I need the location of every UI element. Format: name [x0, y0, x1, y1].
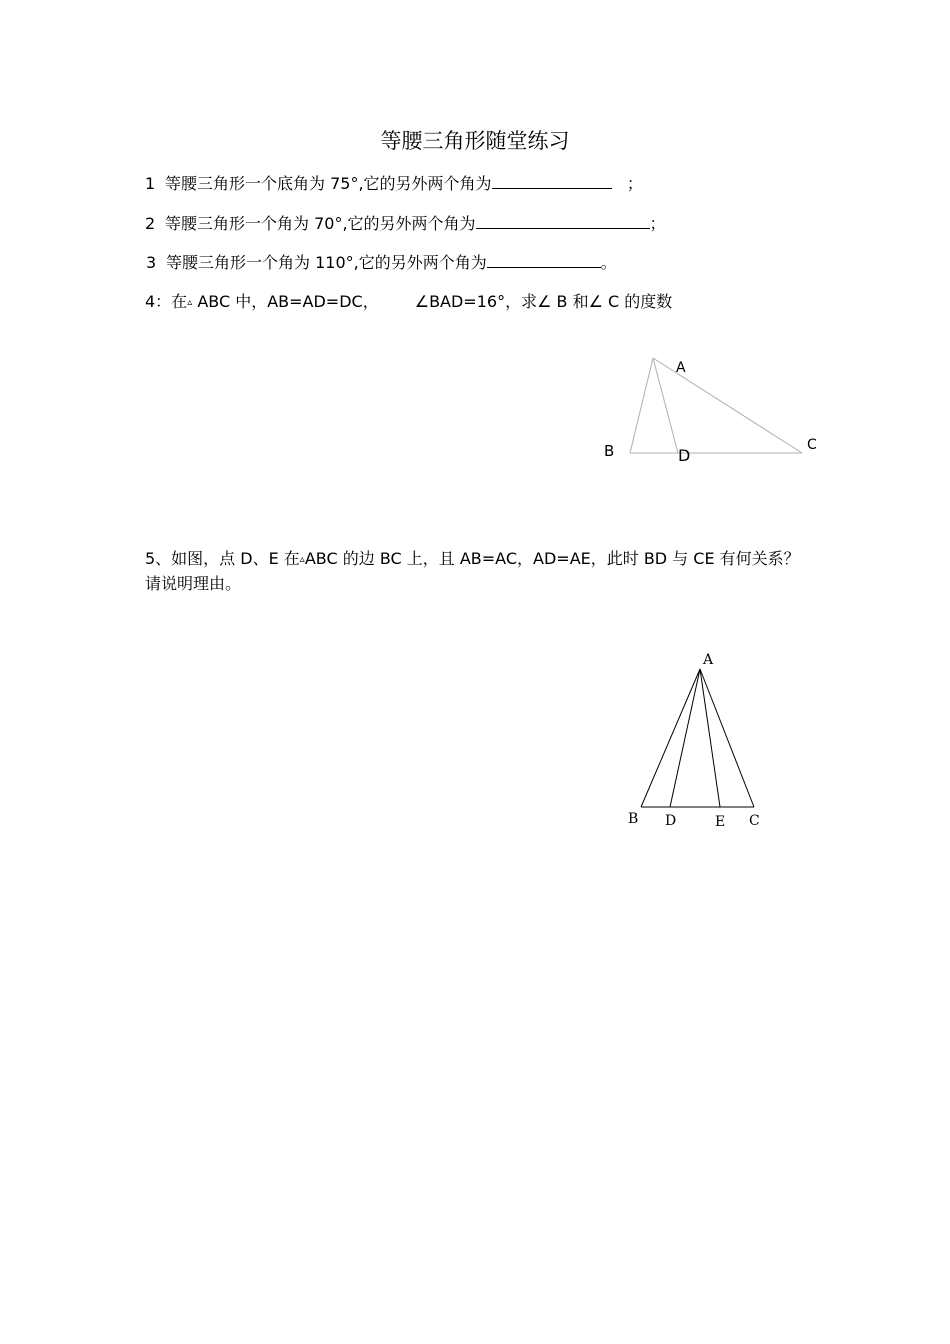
- segment-ac: [700, 669, 754, 807]
- label-d: D: [665, 813, 677, 829]
- triangle-symbol: ▵: [187, 297, 193, 308]
- answer-blank[interactable]: [476, 212, 650, 229]
- figure-triangle-abd: [590, 345, 830, 475]
- question-2: [145, 212, 666, 236]
- label-c: C: [749, 813, 760, 829]
- question-text: 4：在: [145, 292, 188, 311]
- label-b: B: [604, 442, 615, 460]
- question-4: [145, 290, 672, 315]
- question-number: 2: [145, 214, 156, 233]
- label-d: D: [678, 446, 691, 465]
- question-5: [145, 547, 805, 596]
- question-1: [145, 172, 643, 196]
- segment-ab: [630, 358, 653, 453]
- label-b: B: [628, 811, 639, 827]
- label-c: C: [807, 437, 817, 453]
- question-number: 1: [145, 174, 156, 193]
- question-punct: ；: [626, 174, 643, 193]
- question-punct: ；: [649, 214, 666, 233]
- question-text: ABC 的边 BC 上，且 AB=AC，AD=AE，此时 BD 与 CE 有何关系？请说明理由。: [145, 549, 800, 593]
- triangle-symbol: ▵: [299, 554, 305, 565]
- segment-ab: [641, 669, 700, 807]
- figure-triangle-abc: [615, 645, 785, 845]
- question-text: 等腰三角形一个底角为 75°,它的另外两个角为: [165, 174, 492, 193]
- question-text: 5、如图，点 D、E 在: [145, 549, 300, 568]
- question-text: ABC 中，AB=AD=DC，: [197, 292, 379, 311]
- question-punct: 。: [600, 253, 617, 272]
- answer-blank[interactable]: [492, 172, 612, 189]
- question-text: 等腰三角形一个角为 70°,它的另外两个角为: [165, 214, 476, 233]
- question-number: 3: [146, 253, 157, 272]
- question-3: [146, 251, 617, 275]
- page-title: 等腰三角形随堂练习: [380, 129, 570, 153]
- answer-blank[interactable]: [487, 251, 601, 268]
- label-a: A: [676, 360, 686, 376]
- label-a: A: [703, 652, 714, 668]
- question-text: 等腰三角形一个角为 110°,它的另外两个角为: [166, 253, 487, 272]
- question-text: ∠BAD=16°，求∠ B 和∠ C 的度数: [414, 292, 673, 311]
- segment-ad: [653, 358, 678, 453]
- segment-ad: [670, 669, 700, 807]
- label-e: E: [715, 814, 726, 830]
- segment-ae: [700, 669, 720, 807]
